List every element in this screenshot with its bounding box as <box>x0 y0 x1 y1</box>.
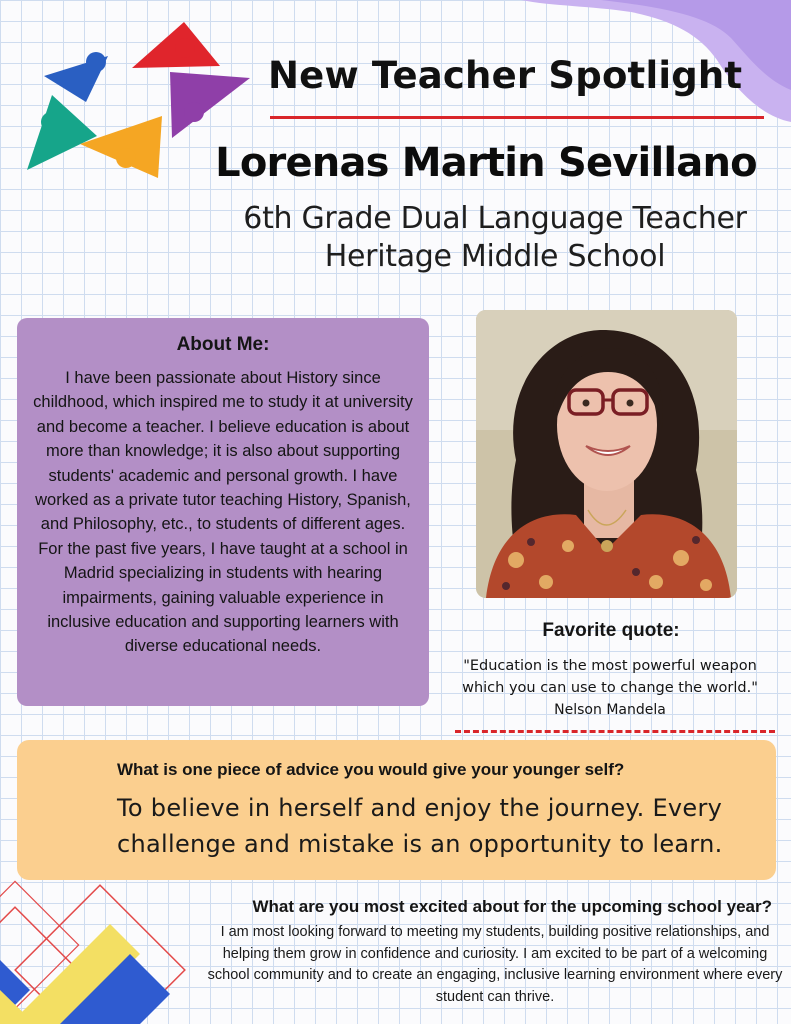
favorite-quote-text: "Education is the most powerful weapon which you can use to change the world." <box>462 658 758 696</box>
teacher-school: Heritage Middle School <box>324 239 666 274</box>
advice-answer: To believe in herself and enjoy the journey. Every challenge and mistake is an opportunity to learn. <box>117 794 723 858</box>
geometric-corner-decoration <box>0 840 220 1024</box>
favorite-quote-author: Nelson Mandela <box>554 702 666 718</box>
favorite-quote-heading: Favorite quote: <box>542 620 680 641</box>
teacher-portrait <box>476 310 737 598</box>
spotlight-title: New Teacher Spotlight <box>268 54 743 97</box>
advice-question: What is one piece of advice you would give your younger self? <box>117 760 625 779</box>
teacher-subtitle <box>200 200 790 276</box>
teacher-name: Lorenas Martin Sevillano <box>215 140 757 186</box>
excited-answer: I am most looking forward to meeting my students, building positive relationships, and helping them grow in confidence and curiosity. I am excited to be part of a welcoming school community and to create an engaging, inclusive learning environment where every student can thrive. <box>207 924 783 1005</box>
about-me-heading: About Me: <box>176 334 270 355</box>
title-underline <box>270 116 764 119</box>
quote-divider <box>455 730 775 733</box>
about-me-text: I have been passionate about History since childhood, which inspired me to study it at university and become a teacher. I believe education is about more than knowledge; it is also about supporting students' academic and personal growth. I have worked as a private tutor teaching History, Spanish, and Philosophy, etc., to students of different ages. For the past five years, I have taught at a school in Madrid specializing in students with hearing impairments, gaining valuable experience in inclusive education and supporting learners with diverse educational needs. <box>33 369 413 656</box>
favorite-quote <box>455 655 765 721</box>
teacher-role: 6th Grade Dual Language Teacher <box>243 201 747 236</box>
excited-question: What are you most excited about for the upcoming school year? <box>252 897 772 916</box>
about-me-panel <box>17 318 429 706</box>
